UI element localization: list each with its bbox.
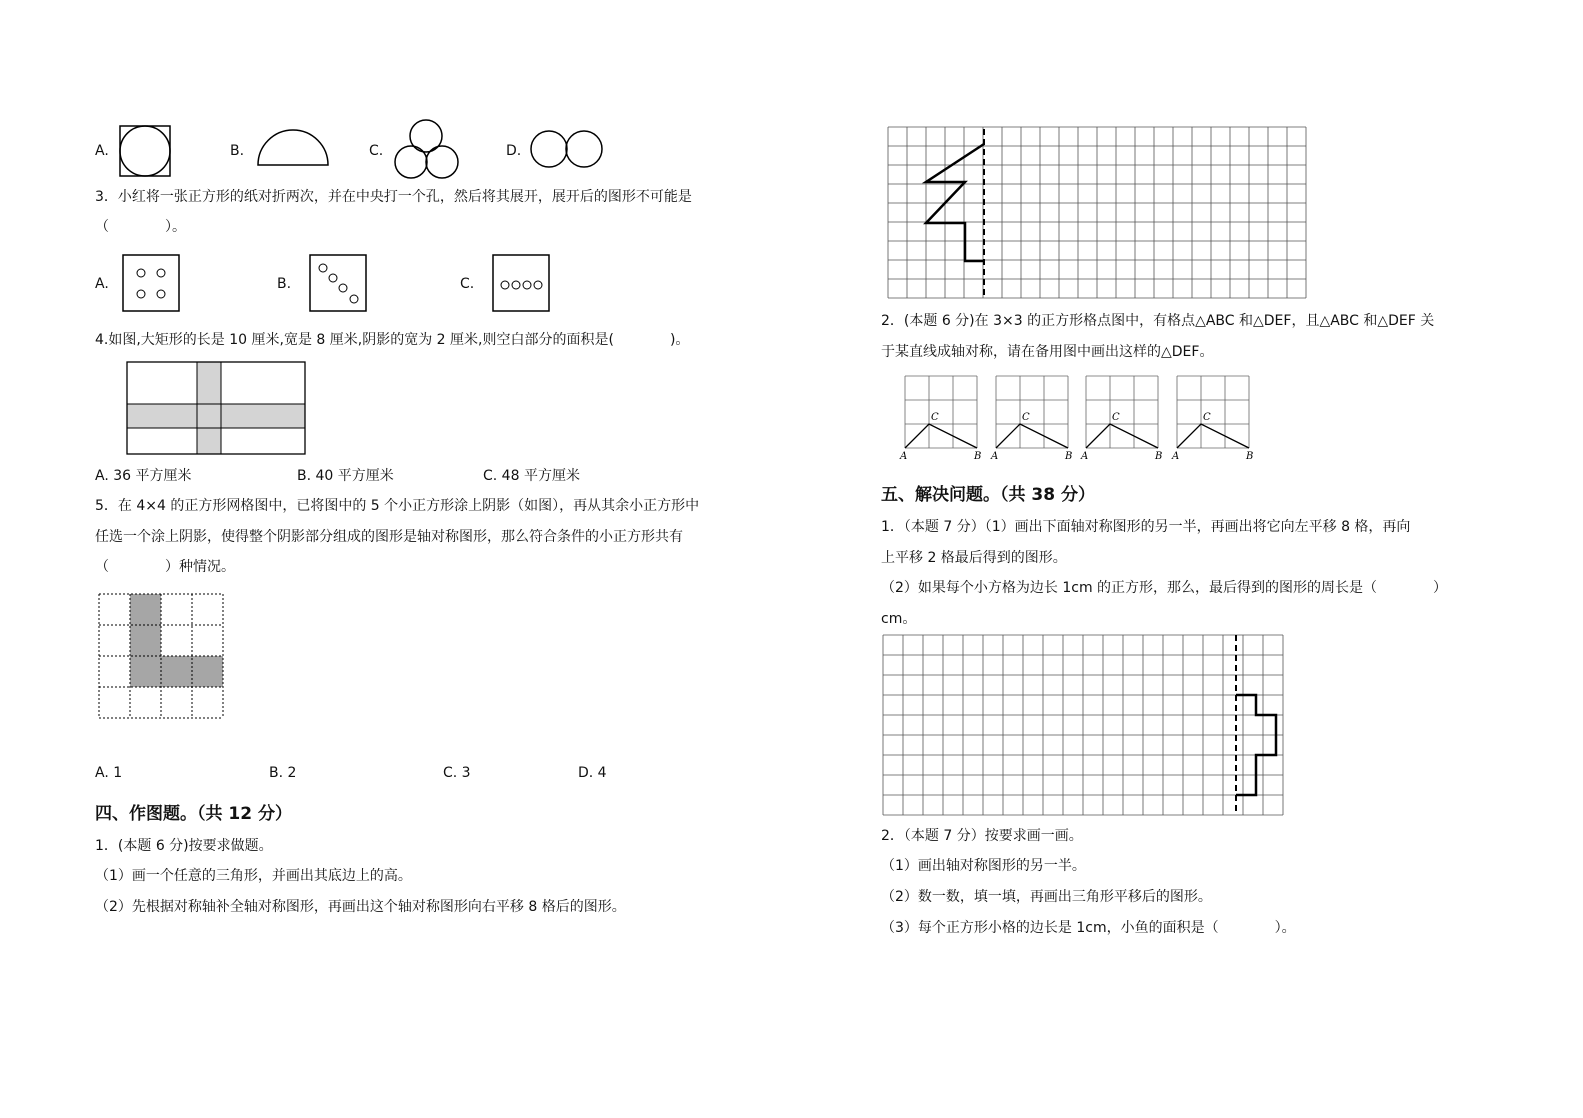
- vertex-a-label: A: [1172, 451, 1180, 462]
- q2-option-a-label: A.: [95, 143, 109, 159]
- right-q2-text-line2: 于某直线成轴对称，请在备用图中画出这样的△DEF。: [881, 344, 1214, 360]
- symmetry-grid-top: [886, 125, 1314, 301]
- circle-in-square-figure: [118, 124, 172, 178]
- q2-option-b-label: B.: [230, 143, 245, 159]
- two-circles-figure: [530, 130, 604, 168]
- rectangle-shaded-cross-figure: [126, 361, 306, 455]
- q5-option-b: B. 2: [269, 765, 297, 781]
- section5-q1-part2-line2: cm。: [881, 611, 917, 627]
- backup-grid-1: [898, 373, 982, 463]
- three-circles-figure: [393, 119, 461, 181]
- four-holes-square-figure: [122, 254, 180, 312]
- vertex-b-label: B: [974, 451, 982, 462]
- section5-q2-part1: （1）画出轴对称图形的另一半。: [881, 858, 1086, 874]
- section5-q1-line2: 上平移 2 格最后得到的图形。: [881, 550, 1067, 566]
- q4-text: 4.如图,大矩形的长是 10 厘米,宽是 8 厘米,阴影的宽为 2 厘米,则空白部分的面积是( )。: [95, 332, 690, 348]
- backup-grid-4: [1170, 373, 1254, 463]
- four-by-four-grid-figure: [98, 593, 225, 720]
- q5-option-c: C. 3: [443, 765, 471, 781]
- vertex-a-label: A: [991, 451, 999, 462]
- q5-option-d: D. 4: [578, 765, 607, 781]
- vertex-c-label: C: [931, 412, 939, 423]
- q5-text-line1: 5．在 4×4 的正方形网格图中，已将图中的 5 个小正方形涂上阴影（如图），再从其余小正方形中: [95, 498, 700, 514]
- section4-q1: 1．(本题 6 分)按要求做题。: [95, 838, 273, 854]
- diagonal-holes-square-figure: [309, 254, 367, 312]
- section5-q2-part3: （3）每个正方形小格的边长是 1cm，小鱼的面积是（ ）。: [881, 920, 1296, 936]
- q3-option-a-label: A.: [95, 276, 109, 292]
- vertex-c-label: C: [1022, 412, 1030, 423]
- q2-option-c-label: C.: [369, 143, 384, 159]
- vertex-c-label: C: [1203, 412, 1211, 423]
- vertex-b-label: B: [1246, 451, 1254, 462]
- section4-title: 四、作图题。（共 12 分）: [95, 804, 292, 824]
- q3-text-line2: （ ）。: [95, 219, 186, 235]
- section5-q2-part2: （2）数一数，填一填，再画出三角形平移后的图形。: [881, 889, 1212, 905]
- section5-q2: 2．（本题 7 分）按要求画一画。: [881, 828, 1083, 844]
- q4-option-b: B. 40 平方厘米: [297, 468, 394, 484]
- backup-grid-2: [989, 373, 1073, 463]
- section5-title: 五、解决问题。（共 38 分）: [881, 485, 1095, 505]
- vertex-c-label: C: [1112, 412, 1120, 423]
- q5-option-a: A. 1: [95, 765, 123, 781]
- section5-q1-line1: 1．（本题 7 分）（1）画出下面轴对称图形的另一半，再画出将它向左平移 8 格，再向: [881, 519, 1411, 535]
- vertex-b-label: B: [1065, 451, 1073, 462]
- right-q2-text-line1: 2．(本题 6 分)在 3×3 的正方形格点图中，有格点△ABC 和△DEF，且△ABC 和△DEF 关: [881, 313, 1435, 329]
- q4-option-a: A. 36 平方厘米: [95, 468, 192, 484]
- backup-grid-3: [1079, 373, 1163, 463]
- row-holes-square-figure: [492, 254, 550, 312]
- vertex-b-label: B: [1155, 451, 1163, 462]
- semicircle-figure: [256, 128, 330, 168]
- q5-text-line2: 任选一个涂上阴影，使得整个阴影部分组成的图形是轴对称图形，那么符合条件的小正方形共有: [95, 529, 683, 545]
- q2-option-d-label: D.: [506, 143, 522, 159]
- vertex-a-label: A: [1081, 451, 1089, 462]
- q5-text-line3: （ ）种情况。: [95, 559, 235, 575]
- section5-q1-part2-line1: （2）如果每个小方格为边长 1cm 的正方形，那么，最后得到的图形的周长是（ ）: [881, 580, 1448, 596]
- section4-q1-part1: （1）画一个任意的三角形，并画出其底边上的高。: [95, 868, 412, 884]
- q3-option-c-label: C.: [460, 276, 475, 292]
- q3-option-b-label: B.: [277, 276, 292, 292]
- section4-q1-part2: （2）先根据对称轴补全轴对称图形，再画出这个轴对称图形向右平移 8 格后的图形。: [95, 899, 626, 915]
- vertex-a-label: A: [900, 451, 908, 462]
- symmetry-grid-bottom: [881, 633, 1301, 819]
- q3-text-line1: 3．小红将一张正方形的纸对折两次，并在中央打一个孔，然后将其展开，展开后的图形不可能是: [95, 189, 692, 205]
- q4-option-c: C. 48 平方厘米: [483, 468, 580, 484]
